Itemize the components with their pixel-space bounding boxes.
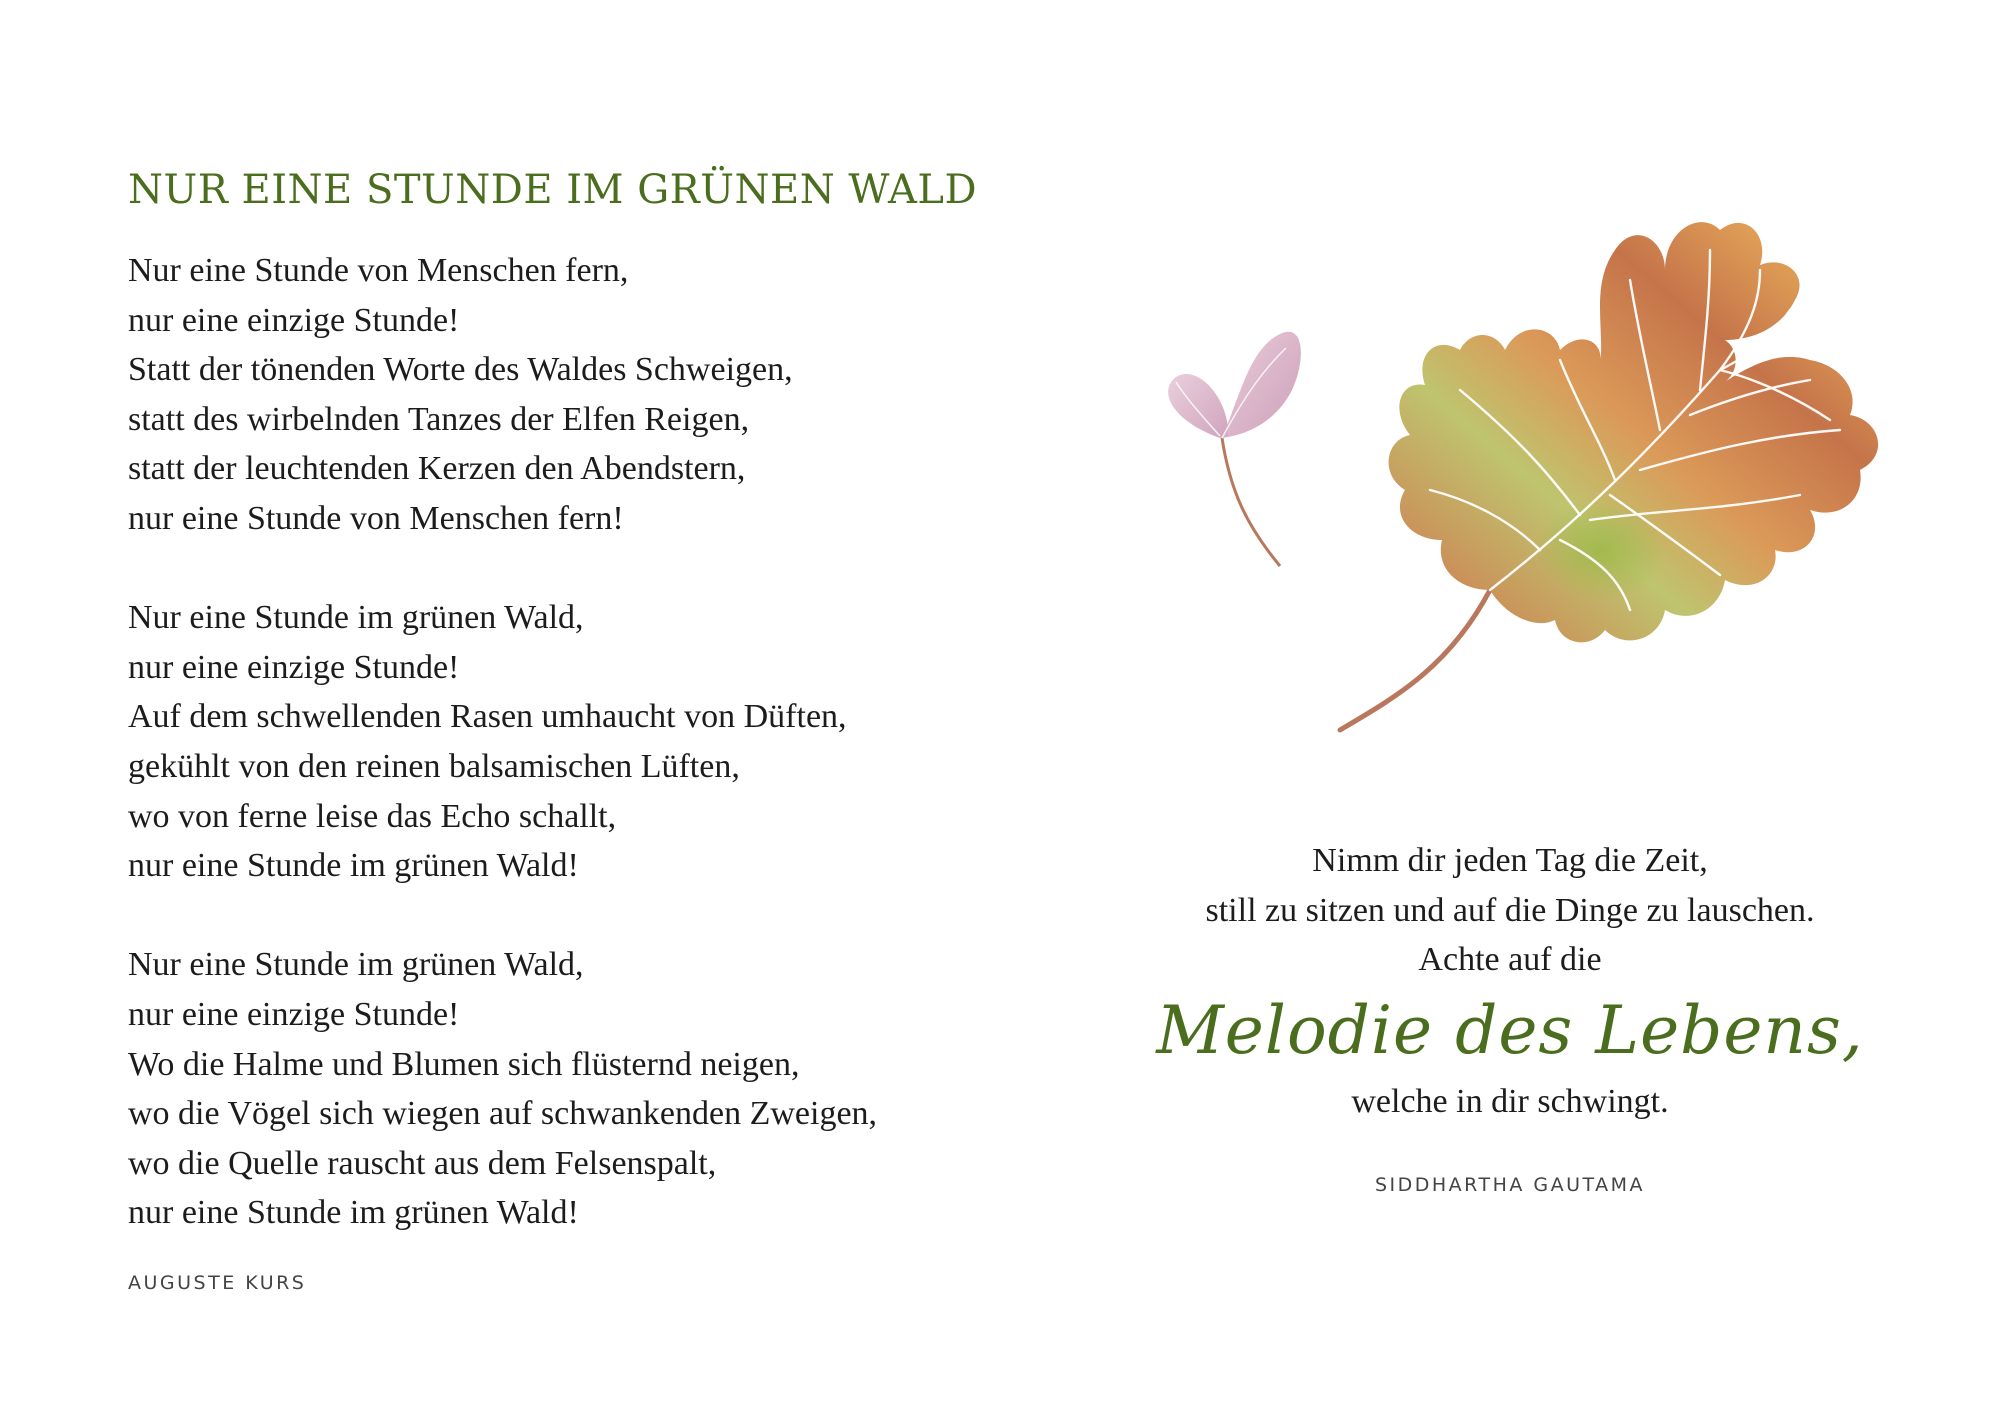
quote-author: SIDDHARTHA GAUTAMA [1374,1174,1646,1196]
poem-line: Auf dem schwellenden Rasen umhaucht von Düften, [128,698,847,736]
poem-line: gekühlt von den reinen balsamischen Lüften, [128,747,740,785]
poem-line: wo die Quelle rauscht aus dem Felsenspalt, [128,1144,717,1182]
poem-author: AUGUSTE KURS [128,1272,307,1294]
watercolor-illustration [1160,190,1920,750]
quote-line: welche in dir schwingt. [1351,1082,1669,1120]
poem-stanza [128,593,948,891]
poem-stanza [128,940,948,1238]
oak-leaf-icon [1340,222,1878,730]
poem-line: Wo die Halme und Blumen sich flüsternd neigen, [128,1045,800,1083]
poem-stanza [128,246,948,544]
poem-line: nur eine einzige Stunde! [128,301,460,339]
poem-line: Nur eine Stunde im grünen Wald, [128,946,584,984]
poem-line: nur eine einzige Stunde! [128,648,460,686]
quote-script-highlight: Melodie des Lebens, [1156,991,1864,1069]
petal-sprig-icon [1168,332,1301,566]
poem-line: Statt der tönenden Worte des Waldes Schweigen, [128,351,793,389]
poem-line: statt der leuchtenden Kerzen den Abendstern, [128,450,746,488]
poem-line: nur eine Stunde im grünen Wald! [128,847,579,885]
quote-block [1150,836,1870,1126]
poem-line: nur eine einzige Stunde! [128,995,460,1033]
poem-title: NUR EINE STUNDE IM GRÜNEN WALD [128,166,978,213]
poem-line: nur eine Stunde im grünen Wald! [128,1194,579,1232]
poem-line: Nur eine Stunde im grünen Wald, [128,599,584,637]
poem-line: Nur eine Stunde von Menschen fern, [128,252,629,289]
poem-line: wo die Vögel sich wiegen auf schwankenden Zweigen, [128,1095,878,1133]
quote-line: still zu sitzen und auf die Dinge zu lauschen. [1205,891,1815,929]
poem-line: nur eine Stunde von Menschen fern! [128,499,624,537]
poem-line: statt des wirbelnden Tanzes der Elfen Reigen, [128,400,750,438]
quote-line: Nimm dir jeden Tag die Zeit, [1312,842,1708,879]
poem-line: wo von ferne leise das Echo schallt, [128,797,617,835]
poem-body [128,246,948,1287]
quote-line: Achte auf die [1418,941,1602,979]
